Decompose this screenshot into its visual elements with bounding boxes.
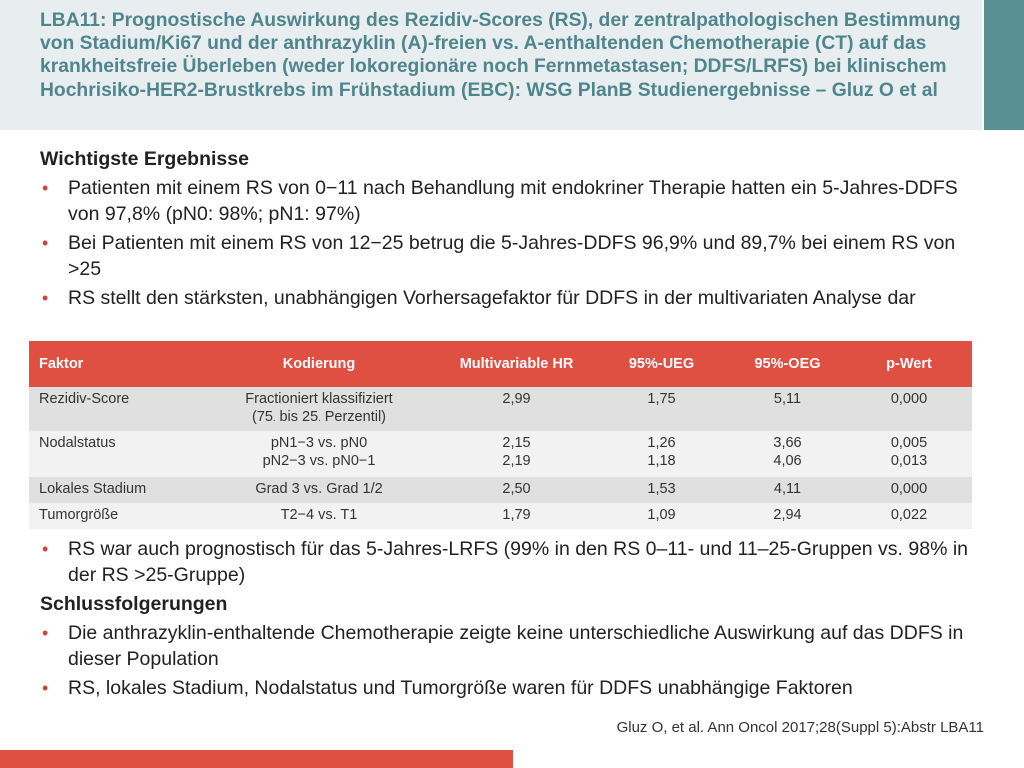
cell-faktor: Rezidiv-Score [29,387,199,431]
table-header-row [29,341,972,387]
cell-ueg: 1,53 [594,477,729,503]
column-header: Multivariable HR [439,341,594,387]
bullet-icon: • [42,623,49,643]
table-row [29,431,972,477]
bullet-icon: • [42,178,49,198]
cell-kodierung: pN1−3 vs. pN0 pN2−3 vs. pN0−1 [199,431,439,477]
column-header: Kodierung [199,341,439,387]
results-section [40,146,980,314]
cell-ueg: 1,26 1,18 [594,431,729,477]
cell-oeg: 4,11 [729,477,846,503]
title-accent-block [984,0,1024,130]
cell-oeg: 3,66 4,06 [729,431,846,477]
cell-hr: 1,79 [439,503,594,529]
footer-accent-bar [0,750,513,768]
bullet-icon: • [42,678,49,698]
bullet-icon: • [42,288,49,308]
cell-p: 0,000 [846,477,972,503]
list-item: • RS war auch prognostisch für das 5-Jahres-LRFS (99% in den RS 0–11- und 11–25-Gruppen vs. 98% in der RS >25-Gruppe) [42,538,969,586]
conclusions-heading: Schlussfolgerungen [40,593,228,615]
list-item: • Bei Patienten mit einem RS von 12−25 betrug die 5-Jahres-DDFS 96,9% und 89,7% bei einem RS von >25 [42,232,956,280]
list-item: • RS, lokales Stadium, Nodalstatus und Tumorgröße waren für DDFS unabhängige Faktoren [42,677,853,699]
multivariate-table [29,341,972,529]
post-table-list [40,536,980,588]
column-header: Faktor [29,341,199,387]
cell-faktor: Tumorgröße [29,503,199,529]
cell-p: 0,000 [846,387,972,431]
cell-hr: 2,50 [439,477,594,503]
column-header: 95%-OEG [729,341,846,387]
cell-p: 0,022 [846,503,972,529]
results-heading: Wichtigste Ergebnisse [40,148,249,170]
table-row [29,503,972,529]
cell-p: 0,005 0,013 [846,431,972,477]
column-header: 95%-UEG [594,341,729,387]
cell-ueg: 1,09 [594,503,729,529]
conclusions-section [40,536,980,704]
bullet-icon: • [42,233,49,253]
cell-oeg: 5,11 [729,387,846,431]
cell-hr: 2,15 2,19 [439,431,594,477]
list-item: • Patienten mit einem RS von 0−11 nach Behandlung mit endokriner Therapie hatten ein 5-Jahres-DDFS von 97,8% (pN0: 98%; pN1: 97%) [42,177,958,225]
table-row [29,387,972,431]
cell-hr: 2,99 [439,387,594,431]
citation: Gluz O, et al. Ann Oncol 2017;28(Suppl 5):Abstr LBA11 [616,719,984,736]
slide-title: LBA11: Prognostische Auswirkung des Rezidiv-Scores (RS), der zentralpathologischen Bestimmung von Stadium/Ki67 und der anthrazyklin (A)-freien vs. A-enthaltenden Chemotherapie (CT) auf das krankheitsfreie Überleben (weder lokoregionäre noch Fernmetastasen; DDFS/LRFS) bei klinischem Hochrisiko-HER2-Brustkrebs im Frühstadium (EBC): WSG PlanB Studienergebnisse – Gluz O et al [40,10,961,101]
cell-faktor: Lokales Stadium [29,477,199,503]
results-list [40,175,980,311]
list-item: • RS stellt den stärksten, unabhängigen Vorhersagefaktor für DDFS in der multivariaten Analyse dar [42,287,916,309]
cell-faktor: Nodalstatus [29,431,199,477]
cell-oeg: 2,94 [729,503,846,529]
list-item: • Die anthrazyklin-enthaltende Chemotherapie zeigte keine unterschiedliche Auswirkung auf das DDFS in dieser Population [42,622,964,670]
cell-kodierung: T2−4 vs. T1 [199,503,439,529]
cell-kodierung: Grad 3 vs. Grad 1/2 [199,477,439,503]
cell-kodierung: Fractioniert klassifiziert (75. bis 25. Perzentil) [199,387,439,431]
bullet-icon: • [42,539,49,559]
table-row [29,477,972,503]
column-header: p-Wert [846,341,972,387]
conclusions-list [40,620,980,701]
cell-ueg: 1,75 [594,387,729,431]
